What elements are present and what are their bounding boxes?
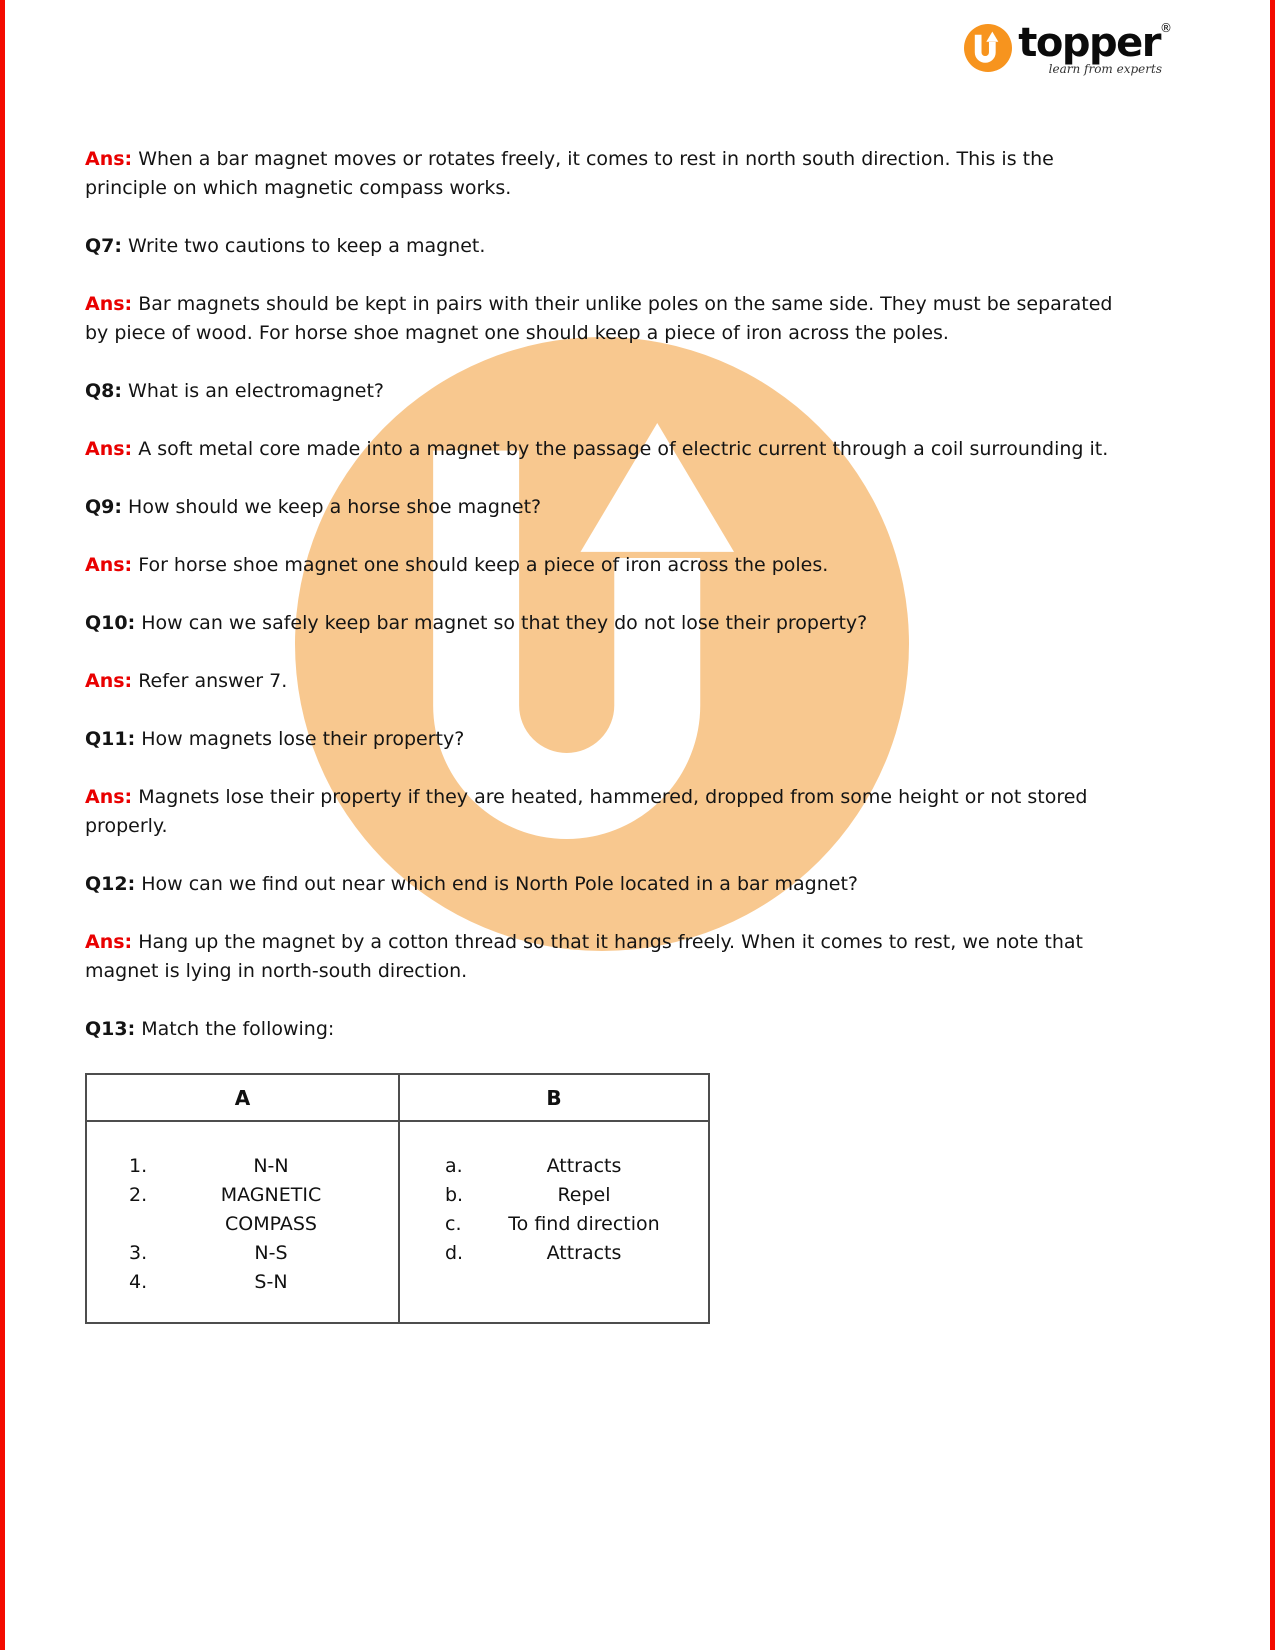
- table-line: [87, 1152, 398, 1181]
- item-value: N-N: [253, 1155, 289, 1177]
- right-red-border: [1270, 0, 1275, 1650]
- table-line: [400, 1152, 708, 1181]
- question-text: What is an electromagnet?: [128, 380, 384, 402]
- column-b-header: B: [400, 1075, 708, 1122]
- item-number: [87, 1210, 184, 1239]
- answer-block: [85, 435, 1130, 464]
- ans-label: Ans:: [85, 148, 133, 170]
- item-value: N-S: [254, 1242, 288, 1264]
- answer-text: Hang up the magnet by a cotton thread so that it hangs freely. When it comes to rest, we note that magnet is lying in north-south direction.: [85, 931, 1084, 982]
- question-label: Q13:: [85, 1018, 136, 1040]
- brand-tagline: learn from experts: [1048, 62, 1162, 76]
- item-value: COMPASS: [225, 1213, 317, 1235]
- item-number: 1.: [129, 1155, 148, 1177]
- question-label: Q10:: [85, 612, 136, 634]
- item-value: MAGNETIC: [220, 1184, 322, 1206]
- answer-text: Refer answer 7.: [138, 670, 288, 692]
- question-block: [85, 870, 1130, 899]
- question-text: How can we find out near which end is North Pole located in a bar magnet?: [141, 873, 859, 895]
- column-b: [400, 1122, 708, 1322]
- answer-text: For horse shoe magnet one should keep a piece of iron across the poles.: [138, 554, 829, 576]
- match-table-body: [87, 1122, 708, 1322]
- item-number: 4.: [129, 1271, 148, 1293]
- match-table-header: [87, 1075, 708, 1122]
- table-line: [400, 1181, 708, 1210]
- topper-logo-mark-icon: [964, 24, 1012, 72]
- answer-text: Bar magnets should be kept in pairs with their unlike poles on the same side. They must be separated by piece of wood. For horse shoe magnet one should keep a piece of iron across the poles.: [85, 293, 1113, 344]
- question-text: Write two cautions to keep a magnet.: [128, 235, 486, 257]
- item-letter: c.: [445, 1213, 462, 1235]
- question-block: [85, 725, 1130, 754]
- question-text: How should we keep a horse shoe magnet?: [128, 496, 542, 518]
- item-value: Repel: [557, 1184, 611, 1206]
- answer-block: [85, 667, 1130, 696]
- question-block: [85, 609, 1130, 638]
- item-value: Attracts: [546, 1155, 622, 1177]
- ans-label: Ans:: [85, 554, 133, 576]
- item-number: 2.: [129, 1184, 148, 1206]
- table-line: [87, 1210, 398, 1239]
- ans-label: Ans:: [85, 438, 133, 460]
- ans-label: Ans:: [85, 931, 133, 953]
- ans-label: Ans:: [85, 293, 133, 315]
- question-label: Q7:: [85, 235, 122, 257]
- item-letter: a.: [445, 1155, 463, 1177]
- answer-block: [85, 551, 1130, 580]
- question-block: [85, 232, 1130, 261]
- item-letter: d.: [445, 1242, 464, 1264]
- item-letter: b.: [445, 1184, 464, 1206]
- question-text: Match the following:: [141, 1018, 335, 1040]
- brand-name: topper: [1018, 20, 1160, 66]
- question-label: Q12:: [85, 873, 136, 895]
- left-red-border: [0, 0, 5, 1650]
- table-line: [400, 1239, 708, 1268]
- table-line: [87, 1268, 398, 1297]
- item-value: To find direction: [508, 1213, 660, 1235]
- answer-text: When a bar magnet moves or rotates freely, it comes to rest in north south direction. This is the principle on which magnetic compass works.: [85, 148, 1054, 199]
- answer-block: [85, 290, 1130, 348]
- question-label: Q9:: [85, 496, 122, 518]
- answer-text: A soft metal core made into a magnet by the passage of electric current through a coil surrounding it.: [138, 438, 1109, 460]
- column-a-header: A: [87, 1075, 400, 1122]
- column-a: [87, 1122, 400, 1322]
- ans-label: Ans:: [85, 670, 133, 692]
- answer-block: [85, 783, 1130, 841]
- registered-mark: ®: [1160, 21, 1172, 35]
- question-label: Q8:: [85, 380, 122, 402]
- question-block: [85, 1015, 1130, 1044]
- item-value: Attracts: [546, 1242, 622, 1264]
- question-text: How magnets lose their property?: [141, 728, 465, 750]
- question-block: [85, 377, 1130, 406]
- item-value: S-N: [254, 1271, 288, 1293]
- question-text: How can we safely keep bar magnet so that they do not lose their property?: [141, 612, 868, 634]
- answer-text: Magnets lose their property if they are heated, hammered, dropped from some height or not stored properly.: [85, 786, 1088, 837]
- question-block: [85, 493, 1130, 522]
- table-line: [400, 1210, 708, 1239]
- table-line: [87, 1181, 398, 1210]
- match-table: [85, 1073, 710, 1324]
- answer-block: [85, 145, 1130, 203]
- question-label: Q11:: [85, 728, 136, 750]
- item-number: 3.: [129, 1242, 148, 1264]
- answer-block: [85, 928, 1130, 986]
- ans-label: Ans:: [85, 786, 133, 808]
- topper-logo: [964, 20, 1172, 76]
- table-line: [87, 1239, 398, 1268]
